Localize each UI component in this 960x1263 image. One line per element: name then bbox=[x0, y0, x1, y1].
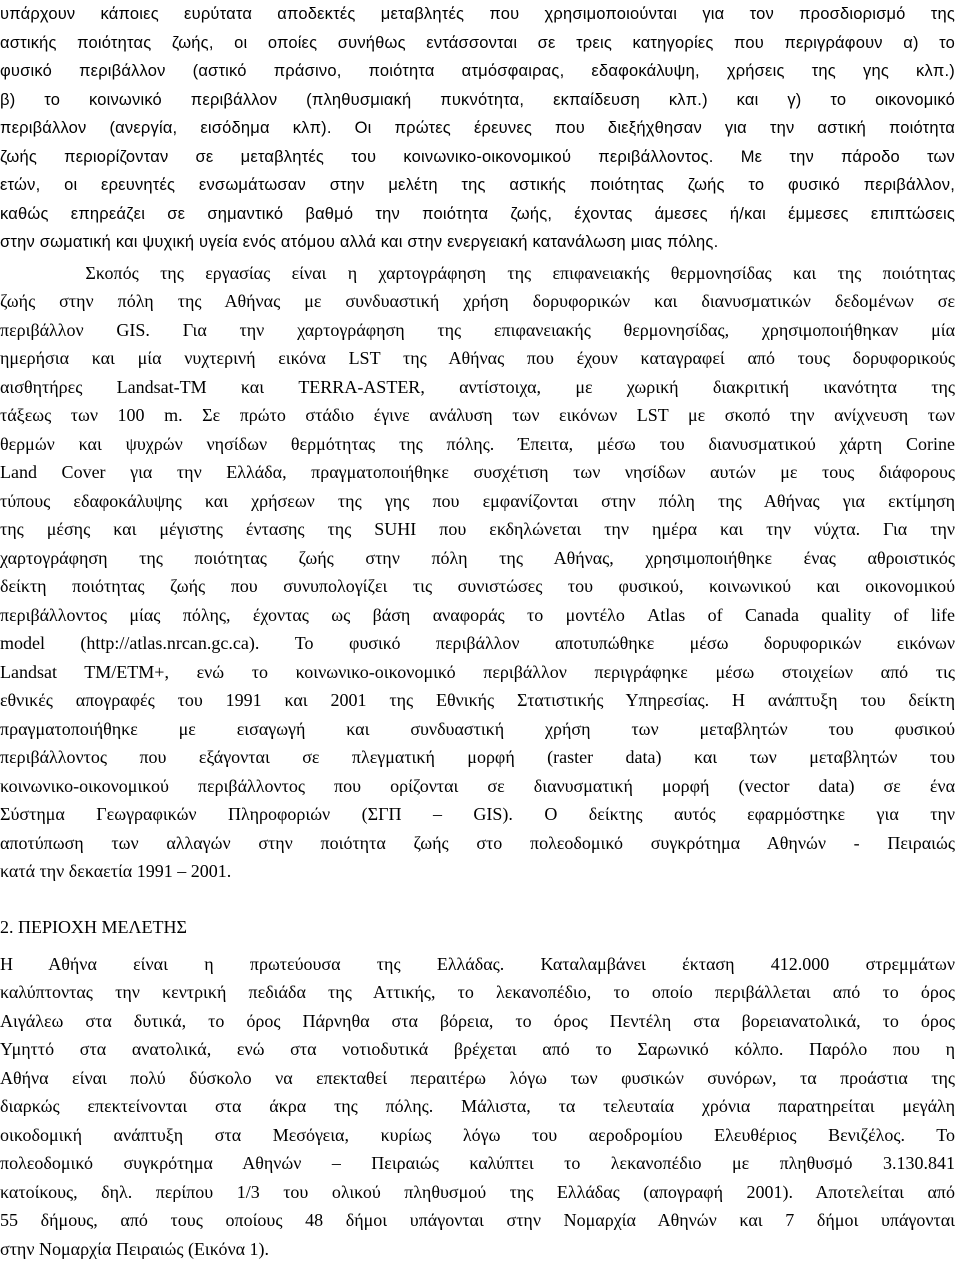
text-line: Υμηττό στα ανατολικά, ενώ στα νοτιοδυτικά βρέχεται από το Σαρωνικό κόλπο. Παρόλο που η bbox=[0, 1039, 955, 1059]
text-line: β) το κοινωνικό περιβάλλον (πληθυσμιακή πυκνότητα, εκπαίδευση κλπ.) και γ) το οικονομικό bbox=[0, 90, 955, 109]
text-line: Land Cover για την Ελλάδα, πραγματοποιήθηκε συσχέτιση των νησίδων αυτών με τους διάφορους bbox=[0, 462, 955, 482]
text-line: Αιγάλεω στα δυτικά, το όρος Πάρνηθα στα βόρεια, το όρος Πεντέλη στα βορειανατολικά, το όρος bbox=[0, 1010, 955, 1031]
text-line: πραγματοποιήθηκε με εισαγωγή και συνδυαστική χρήση των μεταβλητών του φυσικού bbox=[0, 718, 955, 739]
text-line: θερμών και ψυχρών νησίδων θερμότητας της πόλης. Έπειτα, μέσω του διανυσματικού χάρτη Corine bbox=[0, 433, 955, 454]
text-line: στην σωματική και ψυχική υγεία ενός ατόμου αλλά και στην ενεργειακή κατανάλωση μιας πόλης. bbox=[0, 233, 719, 251]
text-line: αισθητήρες Landsat-TM και TERRA-ASTER, αντίστοιχα, με χωρική διακριτική ικανότητα της bbox=[0, 376, 955, 397]
text-line: αστικής ποιότητας ζωής, οι οποίες συνήθως εντάσσονται σε τρεις κατηγορίες που περιγράφουν α) το bbox=[0, 33, 955, 52]
text-line: δείκτη ποιότητας ζωής που συνυπολογίζει τις συνιστώσες του φυσικού, κοινωνικού και οικονομικού bbox=[0, 576, 955, 596]
text-line: Σκοπός της εργασίας είναι η χαρτογράφηση της επιφανειακής θερμονησίδας και της ποιότητας bbox=[0, 262, 955, 283]
text-line: περιβάλλοντος μίας πόλης, έχοντας ως βάση αναφοράς το μοντέλο Atlas of Canada quality of life bbox=[0, 604, 955, 625]
text-line: Σύστημα Γεωγραφικών Πληροφοριών (ΣΓΠ – GIS). Ο δείκτης αυτός εφαρμόστηκε για την bbox=[0, 804, 955, 824]
text-line: καλύπτοντας την κεντρική πεδιάδα της Αττικής, το λεκανοπέδιο, το οποίο περιβάλλεται από το όρος bbox=[0, 982, 955, 1002]
text-line: περιβάλλοντος που εξάγονται σε πλεγματική μορφή (raster data) και των μεταβλητών του bbox=[0, 747, 955, 767]
text-line: καθώς επηρεάζει σε σημαντικό βαθμό την ποιότητα ζωής, έχοντας άμεσες ή/και έμμεσες επιπτώσεις bbox=[0, 204, 955, 223]
text-line: οικοδομική ανάπτυξη στα Μεσόγεια, κυρίως λόγω του αεροδρομίου Ελευθέριος Βενιζέλος. Το bbox=[0, 1124, 955, 1145]
text-line: ζωής στην πόλη της Αθήνας με συνδυαστική χρήση δορυφορικών και διανυσματικών δεδομένων σε bbox=[0, 291, 955, 311]
section-heading: 2. ΠΕΡΙΟΧΗ ΜΕΛΕΤΗΣ bbox=[0, 916, 188, 937]
text-line: τάξεως των 100 m. Σε πρώτο στάδιο έγινε ανάλυση των εικόνων LST με σκοπό την ανίχνευση των bbox=[0, 405, 955, 425]
text-line: της μέσης και μέγιστης έντασης της SUHI που εκδηλώνεται την ημέρα και την νύχτα. Για την bbox=[0, 519, 955, 539]
text-line: αποτύπωση των αλλαγών στην ποιότητα ζωής στο πολεοδομικό συγκρότημα Αθηνών - Πειραιώς bbox=[0, 832, 955, 853]
text-line: περιβάλλον GIS. Για την χαρτογράφηση της επιφανειακής θερμονησίδας, χρησιμοποιήθηκαν μία bbox=[0, 319, 955, 340]
text-line: χαρτογράφηση της ποιότητας ζωής στην πόλη της Αθήνας, χρησιμοποιήθηκε ένας αθροιστικός bbox=[0, 547, 955, 568]
text-line: διαρκώς επεκτείνονται στα άκρα της πόλης. Μάλιστα, τα τελευταία χρόνια παρατηρείται μεγάλη bbox=[0, 1096, 955, 1116]
text-line: κατά την δεκαετία 1991 – 2001. bbox=[0, 861, 232, 881]
text-line: 55 δήμους, από τους οποίους 48 δήμοι υπάγονται στην Νομαρχία Αθηνών και 7 δήμοι υπάγονται bbox=[0, 1210, 955, 1230]
text-line: περιβάλλον (ανεργία, εισόδημα κλπ). Οι πρώτες έρευνες που διεξήχθησαν για την αστική ποιότητα bbox=[0, 119, 955, 137]
text-line: ζωής περιορίζονταν σε μεταβλητές του κοινωνικο-οικονομικού περιβάλλοντος. Με την πάροδο των bbox=[0, 147, 955, 166]
text-line: τύπους εδαφοκάλυψης και χρήσεων της γης που εμφανίζονται στην πόλη της Αθήνας για εκτίμηση bbox=[0, 490, 955, 511]
text-line: Αθήνα είναι πολύ δύσκολο να επεκταθεί περαιτέρω λόγω των φυσικών συνόρων, τα προάστια της bbox=[0, 1067, 955, 1088]
text-line: ετών, οι ερευνητές ενσωμάτωσαν στην μελέτη της αστικής ποιότητας ζωής το φυσικό περιβάλλον, bbox=[0, 176, 955, 194]
text-line: κατοίκους, δηλ. περίπου 1/3 του ολικού πληθυσμού της Ελλάδας (απογραφή 2001). Αποτελείται από bbox=[0, 1181, 955, 1202]
text-line: υπάρχουν κάποιες ευρύτατα αποδεκτές μεταβλητές που χρησιμοποιούνται για τον προσδιορισμό της bbox=[0, 5, 955, 23]
text-line: πολεοδομικό συγκρότημα Αθηνών – Πειραιώς καλύπτει το λεκανοπέδιο με πληθυσμό 3.130.841 bbox=[0, 1153, 955, 1173]
text-line: model (http://atlas.nrcan.gc.ca). Το φυσικό περιβάλλον αποτυπώθηκε μέσω δορυφορικών εικόνων bbox=[0, 633, 955, 653]
text-line: κοινωνικο-οικονομικού περιβάλλοντος που ορίζονται σε διανυσματική μορφή (vector data) σε ένα bbox=[0, 775, 955, 796]
text-line: Landsat TM/ETM+, ενώ το κοινωνικο-οικονομικό περιβάλλον περιγράφηκε μέσω στοιχείων από τις bbox=[0, 661, 955, 682]
text-line: ημερήσια και μία νυχτερινή εικόνα LST της Αθήνας που έχουν καταγραφεί από τους δορυφορικούς bbox=[0, 348, 955, 368]
text-line: φυσικό περιβάλλον (αστικό πράσινο, ποιότητα ατμόσφαιρας, εδαφοκάλυψη, χρήσεις της γης κλπ.) bbox=[0, 62, 955, 80]
text-line: Η Αθήνα είναι η πρωτεύουσα της Ελλάδας. Καταλαμβάνει έκταση 412.000 στρεμμάτων bbox=[0, 953, 955, 974]
text-line: εθνικές απογραφές του 1991 και 2001 της Εθνικής Στατιστικής Υπηρεσίας. Η ανάπτυξη του δείκτη bbox=[0, 690, 955, 710]
text-line: στην Νομαρχία Πειραιώς (Εικόνα 1). bbox=[0, 1238, 270, 1259]
